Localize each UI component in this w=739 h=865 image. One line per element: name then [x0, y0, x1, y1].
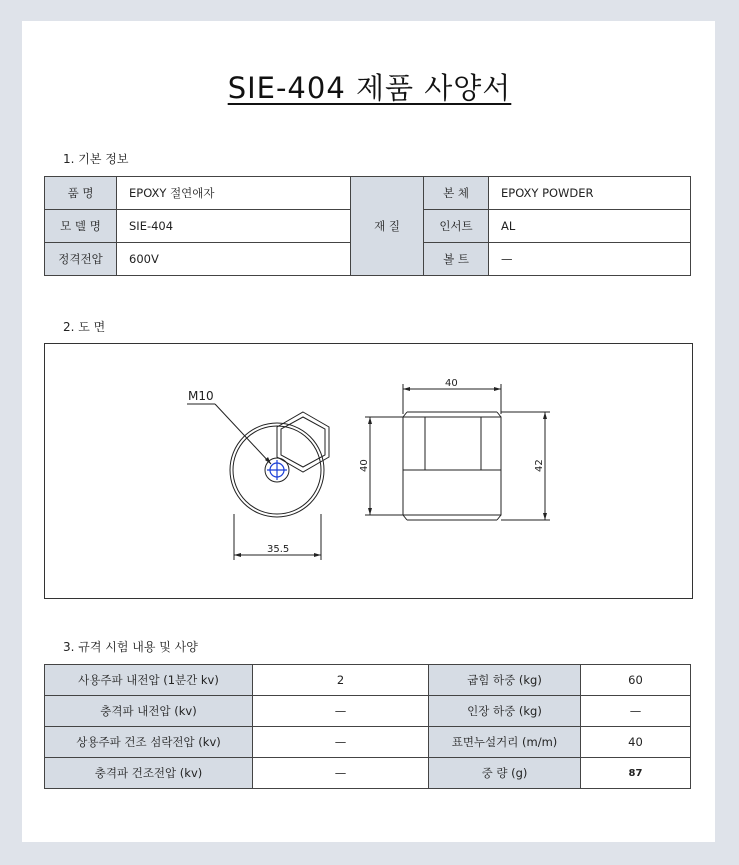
label-voltage: 정격전압 — [45, 243, 117, 276]
spec-label: 인장 하중 (kg) — [429, 696, 581, 727]
arrowhead — [368, 508, 372, 515]
technical-drawing — [44, 343, 693, 599]
dim-label-width: 40 — [445, 378, 458, 389]
spec-value: 87 — [581, 758, 691, 789]
arrowhead — [494, 387, 501, 391]
arrowhead — [543, 513, 547, 520]
table-row — [45, 665, 691, 696]
value-bolt: — — [489, 243, 691, 276]
side-hex-face — [425, 417, 481, 470]
spec-value: 60 — [581, 665, 691, 696]
table-row — [45, 758, 691, 789]
side-bottom-chamfer-right — [497, 515, 501, 520]
side-bottom-chamfer-left — [403, 515, 407, 520]
label-model: 모 델 명 — [45, 210, 117, 243]
side-body — [403, 417, 501, 515]
spec-label: 충격파 건조전압 (kv) — [45, 758, 253, 789]
arrowhead — [314, 553, 321, 557]
spec-value: — — [253, 727, 429, 758]
dim-label-outer-height: 42 — [534, 459, 545, 472]
value-model: SIE-404 — [117, 210, 351, 243]
spec-value: 2 — [253, 665, 429, 696]
label-material: 재 질 — [351, 177, 424, 276]
spec-table — [44, 664, 691, 789]
dim-label-thread: M10 — [188, 389, 214, 403]
m10-leader-line — [215, 404, 271, 464]
value-body: EPOXY POWDER — [489, 177, 691, 210]
table-row — [45, 696, 691, 727]
spec-label: 상용주파 건조 섬락전압 (kv) — [45, 727, 253, 758]
table-row — [45, 727, 691, 758]
value-name: EPOXY 절연애자 — [117, 177, 351, 210]
label-body: 본 체 — [424, 177, 489, 210]
spec-value: — — [253, 696, 429, 727]
label-name: 품 명 — [45, 177, 117, 210]
spec-label: 충격파 내전압 (kv) — [45, 696, 253, 727]
spec-label: 사용주파 내전압 (1분간 kv) — [45, 665, 253, 696]
value-voltage: 600V — [117, 243, 351, 276]
basic-info-table — [44, 176, 691, 276]
label-bolt: 볼 트 — [424, 243, 489, 276]
spec-value: — — [253, 758, 429, 789]
side-top-chamfer-left — [403, 412, 407, 417]
spec-label: 굽힘 하중 (kg) — [429, 665, 581, 696]
section-heading-basic-info: 1. 기본 정보 — [63, 152, 129, 166]
label-insert: 인서트 — [424, 210, 489, 243]
arrowhead — [403, 387, 410, 391]
spec-value: 40 — [581, 727, 691, 758]
dim-label-hex: 35.5 — [267, 544, 290, 555]
value-insert: AL — [489, 210, 691, 243]
section-heading-drawing: 2. 도 면 — [63, 320, 106, 334]
spec-label: 표면누설거리 (m/m) — [429, 727, 581, 758]
dim-label-inner-height: 40 — [359, 459, 370, 472]
arrowhead — [234, 553, 241, 557]
drawing-svg — [45, 344, 692, 598]
arrowhead — [368, 417, 372, 424]
document-title: SIE-404 제품 사양서 — [227, 71, 512, 105]
spec-value: — — [581, 696, 691, 727]
side-top-chamfer-right — [497, 412, 501, 417]
spec-label: 중 량 (g) — [429, 758, 581, 789]
arrowhead — [543, 412, 547, 419]
section-heading-spec: 3. 규격 시험 내용 및 사양 — [63, 640, 198, 654]
hex-outline — [277, 412, 329, 472]
